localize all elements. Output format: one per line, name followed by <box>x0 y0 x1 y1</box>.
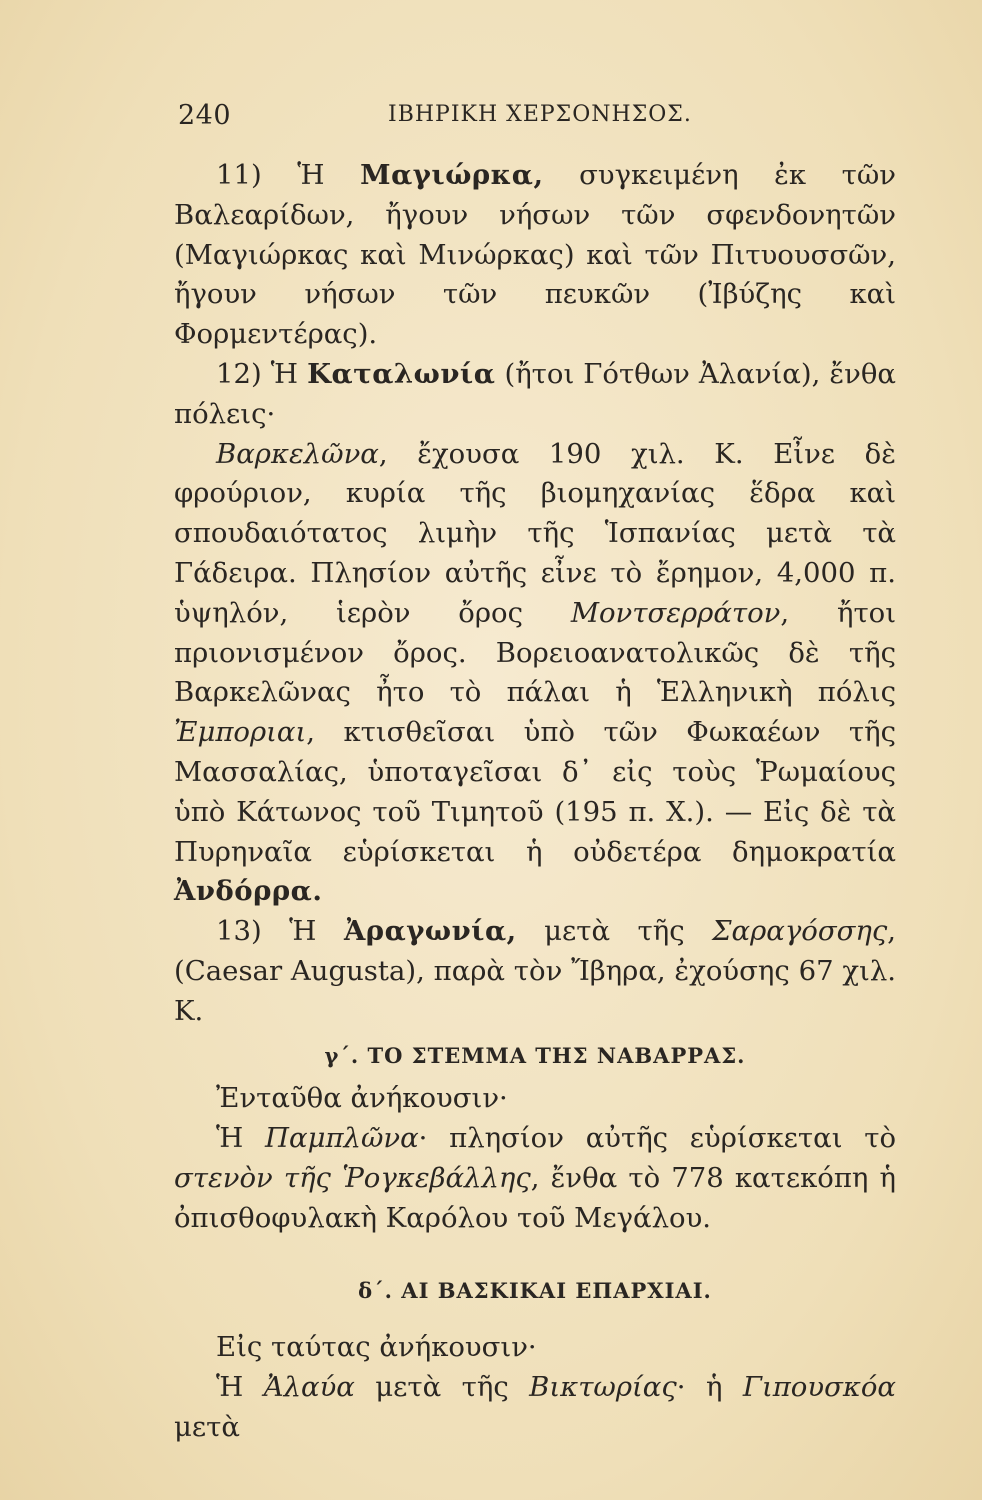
province-name: Γιπουσκόα <box>742 1371 897 1404</box>
paragraph-text: μετὰ τῆς <box>354 1371 530 1404</box>
paragraph-text: , κτισθεῖσαι ὑπὸ τῶν Φωκαέων τῆς Μασσαλίας, ὑποταγεῖσαι δ᾽ εἰς τοὺς Ῥωμαίους ὑπὸ Κάτωνος τοῦ Τιμητοῦ (195 π. Χ.). — Εἰς δὲ τὰ Πυρηναῖα εὑρίσκεται ἡ οὐδετέρα δημοκρατία <box>174 716 896 868</box>
city-name: Βαρκελῶνα <box>216 437 379 470</box>
mountain-name: Μοντσερράτον <box>570 596 781 629</box>
paragraph-text: , ἔνθα τὸ 778 κατεκόπη ἡ ὀπισθοφυλακὴ Καρόλου τοῦ Μεγάλου. <box>174 1161 896 1234</box>
paragraph-catalonia <box>174 355 896 435</box>
paragraph-alava <box>174 1368 896 1448</box>
item-number: 12) Ἡ <box>216 357 308 390</box>
page-body <box>174 156 896 1448</box>
paragraph-text: · πλησίον αὐτῆς εὑρίσκεται τὸ <box>418 1122 896 1155</box>
item-number: 11) Ἡ <box>216 159 361 191</box>
paragraph-text: μετὰ τῆς <box>516 915 713 948</box>
page-header <box>178 100 892 140</box>
city-name: Παμπλῶνα <box>265 1122 419 1155</box>
paragraph-majorca <box>174 156 896 355</box>
paragraph-barcelona <box>174 435 896 913</box>
paragraph-text: μετὰ <box>174 1410 240 1443</box>
paragraph-aragon <box>174 912 896 1031</box>
section-intro: Ἐνταῦθα ἀνήκουσιν· <box>216 1082 508 1115</box>
paragraph-text: , (Caesar Augusta), παρὰ τὸν Ἴβηρα, ἐχούσης 67 χιλ. Κ. <box>174 915 896 1027</box>
region-name: Μαγιώρκα, <box>360 159 544 191</box>
item-number: 13) Ἡ <box>216 915 344 948</box>
section-intro: Εἰς ταύτας ἀνήκουσιν· <box>216 1331 537 1364</box>
region-name: Ἀραγωνία, <box>343 915 517 948</box>
paragraph-text: Ἡ <box>216 1371 264 1404</box>
paragraph-pamplona <box>174 1119 896 1238</box>
section-heading-navarre: γ΄. ΤΟ ΣΤΕΜΜΑ ΤΗΣ ΝΑΒΑΡΡΑΣ. <box>324 1042 746 1068</box>
city-name: Σαραγόσσης <box>712 915 888 948</box>
region-name: Καταλωνία <box>307 357 496 390</box>
paragraph-text: (ἤτοι Γότθων Ἀλανία), ἔνθα πόλεις· <box>174 357 896 430</box>
province-name: Ἀλαύα <box>263 1371 355 1404</box>
city-name: Ἐμποριαι <box>174 716 307 749</box>
pass-name: στενὸν τῆς Ῥογκεβάλλης <box>174 1161 531 1194</box>
paragraph-text: · ἡ <box>676 1371 743 1404</box>
section-heading-basque: δ΄. ΑΙ ΒΑΣΚΙΚΑΙ ΕΠΑΡΧΙΑΙ. <box>358 1277 712 1303</box>
paragraph-text: , ἔχουσα 190 χιλ. Κ. Εἶνε δὲ φρούριον, κυρία τῆς βιομηχανίας ἕδρα καὶ σπουδαιότατος λιμὴν τῆς Ἱσπανίας μετὰ τὰ Γάδειρα. Πλησίον αὐτῆς εἶνε τὸ ἔρημον, 4,000 π. ὑψηλόν, ἱερὸν ὄρος <box>174 437 896 629</box>
running-title: ΙΒΗΡΙΚΗ ΧΕΡΣΟΝΗΣΟΣ. <box>388 102 692 127</box>
paragraph-text: συγκειμένη ἐκ τῶν Βαλεαρίδων, ἤγουν νήσων τῶν σφενδονητῶν (Μαγιώρκας καὶ Μινώρκας) καὶ τῶν Πιτυουσσῶν, ἤγουν νήσων τῶν πευκῶν (Ἰβύζης καὶ Φορμεντέρας). <box>174 159 896 351</box>
region-name: Ἀνδόρρα. <box>174 875 323 908</box>
city-name: Βικτωρίας <box>529 1371 677 1404</box>
paragraph-text: Ἡ <box>216 1122 266 1155</box>
page-number: 240 <box>178 100 232 131</box>
paragraph-text: , ἤτοι πριονισμένον ὄρος. Βορειοανατολικῶς δὲ τῆς Βαρκελῶνας ἦτο τὸ πάλαι ἡ Ἑλληνικὴ πόλις <box>174 596 896 709</box>
